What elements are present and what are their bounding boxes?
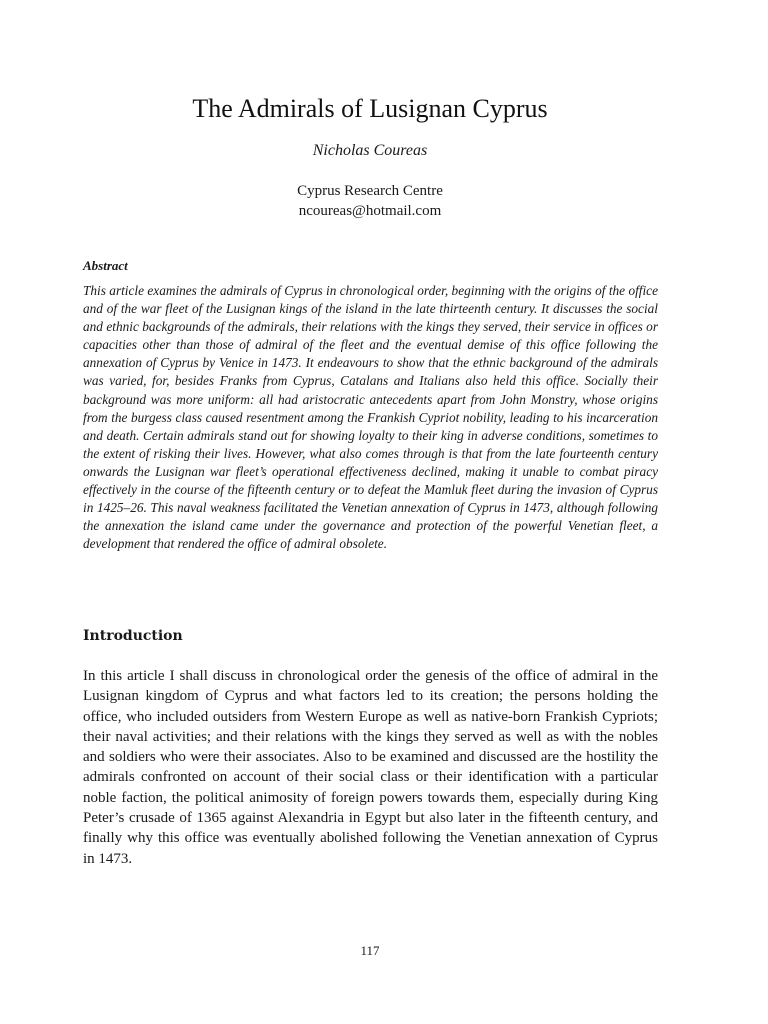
author-email: ncoureas@hotmail.com	[298, 203, 442, 219]
introduction-paragraph: In this article I shall discuss in chronological order the genesis of the office of admiral in the Lusignan kingdom of Cyprus and what factors led to its creation; the persons holding the office, who included outsiders from Western Europe as well as native-born Frankish Cypriots; their naval activities; and their relations with the kings they served as well as with the nobles and soldiers who were their associates. Also to be examined and discussed are the hostility the admirals confronted on account of their social class or their identification with a particular noble faction, the political animosity of foreign powers towards them, especially during King Peter’s crusade of 1365 against Alexandria in Egypt but also later in the fifteenth century, and finally why this office was eventually abolished following the Venetian annexation of Cyprus in 1473.	[83, 668, 658, 867]
introduction-heading: Introduction	[83, 628, 183, 644]
author-name: Nicholas Coureas	[312, 142, 428, 159]
abstract-text: This article examines the admirals of Cyprus in chronological order, beginning with the origins of the office and of the war fleet of the Lusignan kings of the island in the late thirteenth century. It discusses the social and ethnic backgrounds of the admirals, their relations with the kings they served, their service in offices or capacities other than those of admiral of the fleet and the eventual demise of this office following the annexation of Cyprus by Venice in 1473. It endeavours to show that the ethnic background of the admirals was varied, for, besides Franks from Cyprus, Catalans and Italians also held this office. Socially their background was more uniform: all had aristocratic antecedents apart from John Monstry, whose origins from the burgess class caused resentment among the Frankish Cypriot nobility, leading to his incarceration and death. Certain admirals stand out for showing loyalty to their king in adverse conditions, sometimes to the extent of risking their lives. However, what also comes through is that from the late fourteenth century onwards the Lusignan war fleet’s operational effectiveness declined, making it unable to combat piracy effectively in the course of the fifteenth century or to defeat the Mamluk fleet during the invasion of Cyprus in 1425–26. This naval weakness facilitated the Venetian annexation of Cyprus in 1473, although following the annexation the island came under the governance and protection of the powerful Venetian fleet, a development that rendered the office of admiral obsolete.	[83, 283, 658, 552]
author-affiliation-block	[0, 181, 740, 221]
affiliation: Cyprus Research Centre	[297, 183, 443, 199]
abstract-heading: Abstract	[83, 258, 128, 273]
page-number: 117	[360, 943, 380, 958]
paper-title: The Admirals of Lusignan Cyprus	[192, 94, 548, 123]
